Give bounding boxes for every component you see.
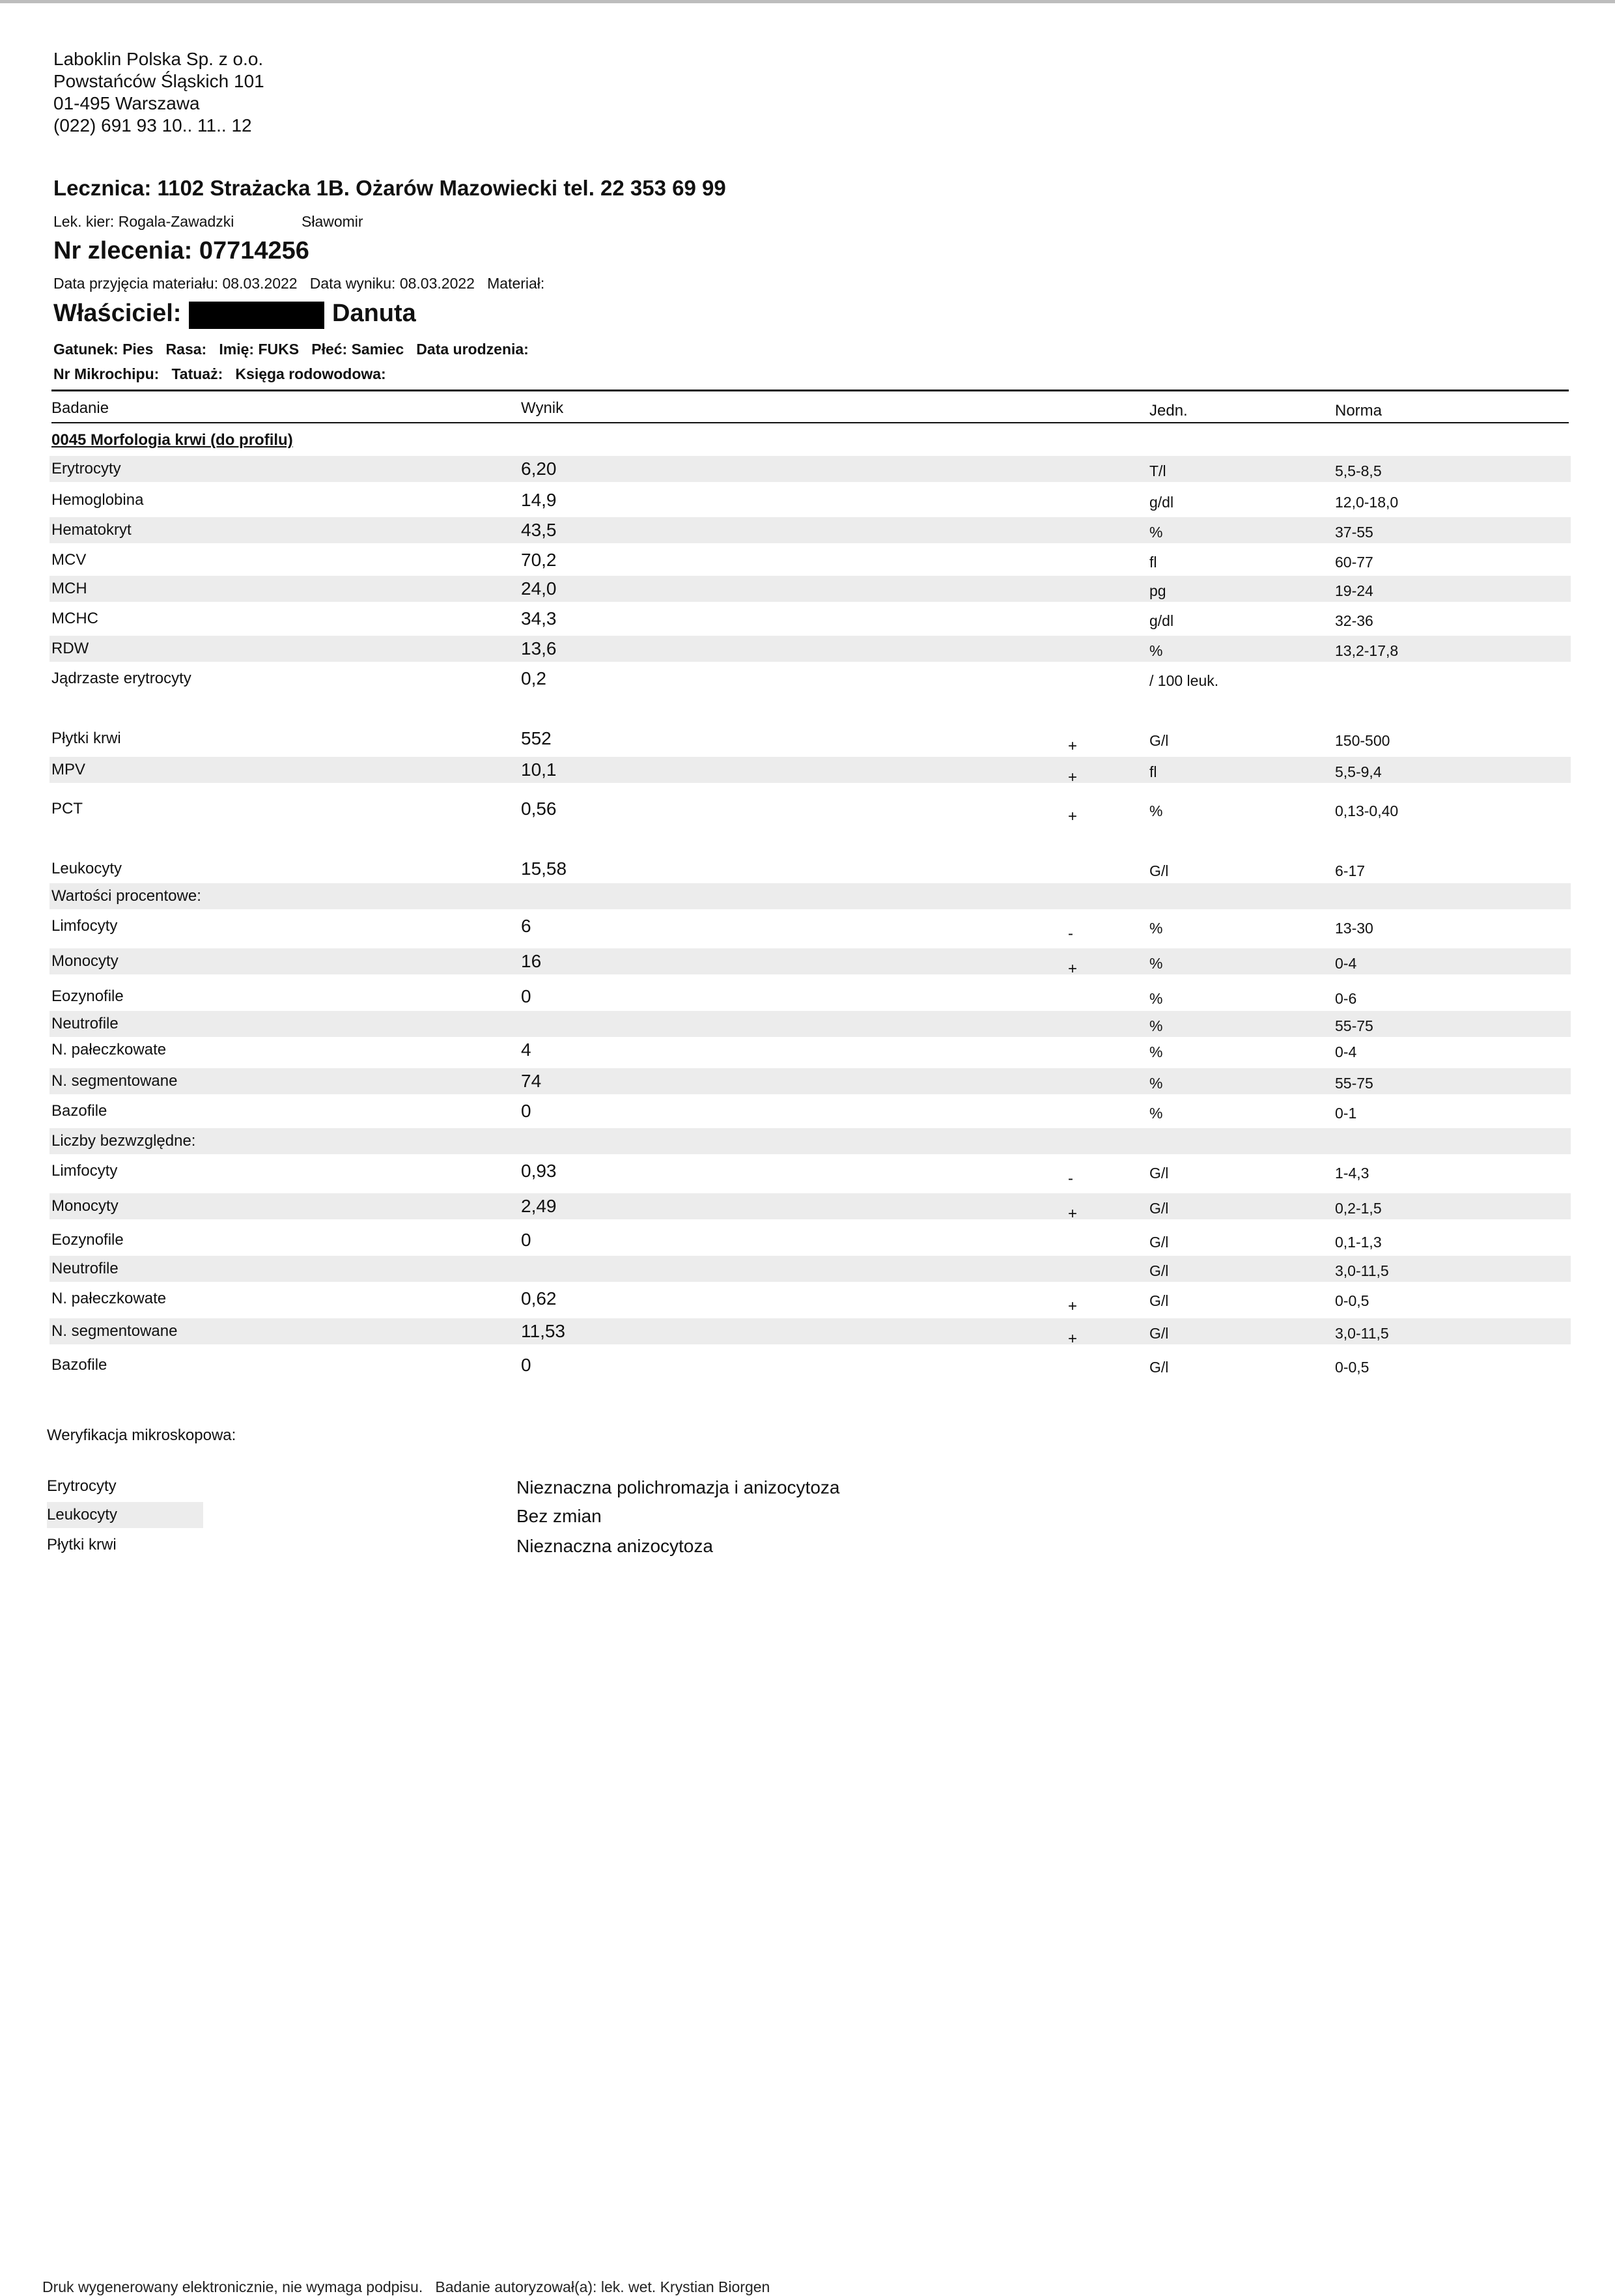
table-row xyxy=(0,757,1615,786)
row-norm: 5,5-8,5 xyxy=(1335,462,1382,479)
row-flag: + xyxy=(1068,737,1078,755)
row-result-value: 16 xyxy=(521,951,542,971)
micro-item-name: Erytrocyty xyxy=(47,1477,117,1495)
row-test-name: MCH xyxy=(51,580,87,597)
micro-row xyxy=(0,1473,1615,1502)
row-norm: 3,0-11,5 xyxy=(1335,1325,1389,1342)
header-top-rule xyxy=(51,390,1569,391)
row-norm: 13,2-17,8 xyxy=(1335,642,1399,659)
row-norm: 60-77 xyxy=(1335,554,1373,571)
lab-name: Laboklin Polska Sp. z o.o. xyxy=(53,49,264,69)
row-unit: G/l xyxy=(1149,1200,1169,1217)
row-result-value: 70,2 xyxy=(521,550,557,570)
header-bottom-rule xyxy=(51,422,1569,423)
row-test-name: N. pałeczkowate xyxy=(51,1290,167,1307)
row-norm: 12,0-18,0 xyxy=(1335,494,1399,511)
row-result-value: 0,62 xyxy=(521,1288,557,1309)
order-dates: Data przyjęcia materiału: 08.03.2022 Data wyniku: 08.03.2022 Materiał: xyxy=(53,275,545,292)
col-header-norm: Norma xyxy=(1335,402,1383,419)
table-row xyxy=(0,726,1615,754)
table-row xyxy=(0,1158,1615,1187)
col-header-result: Wynik xyxy=(521,399,564,417)
table-row xyxy=(0,856,1615,885)
row-norm: 0-6 xyxy=(1335,990,1357,1007)
micro-row xyxy=(0,1532,1615,1561)
table-row xyxy=(0,456,1615,485)
patient-line-2: Nr Mikrochipu: Tatuaż: Księga rodowodowa: xyxy=(53,365,386,382)
row-flag: - xyxy=(1068,925,1073,942)
row-norm: 5,5-9,4 xyxy=(1335,763,1382,780)
row-norm: 0-1 xyxy=(1335,1105,1357,1122)
row-test-name: Wartości procentowe: xyxy=(51,887,201,905)
row-unit: G/l xyxy=(1149,1292,1169,1309)
row-unit: G/l xyxy=(1149,1165,1169,1182)
row-result-value: 14,9 xyxy=(521,490,557,510)
row-result-value: 10,1 xyxy=(521,759,557,780)
scan-top-edge xyxy=(0,0,1615,3)
row-unit: G/l xyxy=(1149,1359,1169,1376)
row-test-name: MCV xyxy=(51,551,87,569)
owner-label: Właściciel: xyxy=(53,300,182,327)
row-test-name: MCHC xyxy=(51,610,98,627)
row-result-value: 0,56 xyxy=(521,799,557,819)
row-result-value: 0 xyxy=(521,1230,531,1250)
row-norm: 55-75 xyxy=(1335,1017,1373,1034)
row-test-name: MPV xyxy=(51,761,86,778)
row-unit: % xyxy=(1149,1017,1163,1034)
row-unit: % xyxy=(1149,920,1163,937)
col-header-unit: Jedn. xyxy=(1149,402,1188,419)
row-result-value: 0,2 xyxy=(521,668,546,688)
row-test-name: Limfocyty xyxy=(51,917,118,935)
row-norm: 0-4 xyxy=(1335,955,1357,972)
patient-line-1: Gatunek: Pies Rasa: Imię: FUKS Płeć: Samiec Data urodzenia: xyxy=(53,341,529,358)
row-norm: 0-4 xyxy=(1335,1043,1357,1060)
row-unit: pg xyxy=(1149,582,1166,599)
row-result-value: 6 xyxy=(521,916,531,936)
lab-city: 01-495 Warszawa xyxy=(53,93,200,113)
row-result-value: 43,5 xyxy=(521,520,557,540)
row-norm: 6-17 xyxy=(1335,862,1366,879)
row-flag: + xyxy=(1068,1330,1078,1348)
table-row xyxy=(0,606,1615,634)
owner-name: Danuta xyxy=(332,300,416,327)
row-norm: 37-55 xyxy=(1335,524,1373,541)
micro-item-name: Płytki krwi xyxy=(47,1536,117,1553)
row-test-name: Liczby bezwzględne: xyxy=(51,1132,196,1150)
row-result-value: 13,6 xyxy=(521,638,557,659)
row-norm: 0,1-1,3 xyxy=(1335,1234,1382,1251)
row-result-value: 0 xyxy=(521,1355,531,1375)
row-test-name: Neutrofile xyxy=(51,1015,119,1032)
table-row xyxy=(0,547,1615,576)
micro-item-value: Bez zmian xyxy=(516,1506,602,1526)
row-test-name: Bazofile xyxy=(51,1102,107,1120)
row-unit: % xyxy=(1149,990,1163,1007)
table-row xyxy=(0,796,1615,825)
lab-phone: (022) 691 93 10.. 11.. 12 xyxy=(53,115,252,135)
row-test-name: Limfocyty xyxy=(51,1162,118,1180)
table-row xyxy=(0,1037,1615,1066)
row-result-value: 552 xyxy=(521,728,552,748)
micro-title: Weryfikacja mikroskopowa: xyxy=(47,1426,236,1444)
row-unit: g/dl xyxy=(1149,612,1174,629)
section-title: 0045 Morfologia krwi (do profilu) xyxy=(51,431,293,449)
table-row xyxy=(0,948,1615,977)
table-row xyxy=(0,1193,1615,1222)
row-flag: - xyxy=(1068,1170,1073,1187)
table-row xyxy=(0,666,1615,694)
row-test-name: Hemoglobina xyxy=(51,491,144,509)
row-shading xyxy=(49,1128,1571,1154)
table-row xyxy=(0,1011,1615,1040)
row-norm: 0,2-1,5 xyxy=(1335,1200,1382,1217)
row-test-name: RDW xyxy=(51,640,89,657)
row-unit: fl xyxy=(1149,554,1157,571)
micro-item-value: Nieznaczna polichromazja i anizocytoza xyxy=(516,1477,840,1497)
row-flag: + xyxy=(1068,808,1078,825)
row-test-name: Eozynofile xyxy=(51,987,124,1005)
table-row xyxy=(0,1256,1615,1284)
row-flag: + xyxy=(1068,960,1078,978)
row-test-name: Monocyty xyxy=(51,952,119,970)
table-row xyxy=(0,984,1615,1012)
micro-item-value: Nieznaczna anizocytoza xyxy=(516,1536,713,1556)
row-unit: fl xyxy=(1149,763,1157,780)
row-test-name: Bazofile xyxy=(51,1356,107,1374)
col-header-test: Badanie xyxy=(51,399,109,417)
row-norm: 0,13-0,40 xyxy=(1335,802,1399,819)
row-norm: 0-0,5 xyxy=(1335,1292,1369,1309)
row-flag: + xyxy=(1068,1205,1078,1223)
row-result-value: 6,20 xyxy=(521,459,557,479)
redacted-owner-surname xyxy=(189,302,324,329)
row-unit: T/l xyxy=(1149,462,1166,479)
row-result-value: 24,0 xyxy=(521,578,557,599)
order-number: Nr zlecenia: 07714256 xyxy=(53,237,309,264)
table-row xyxy=(0,576,1615,604)
table-row xyxy=(0,1098,1615,1127)
row-test-name: Jądrzaste erytrocyty xyxy=(51,670,191,687)
table-row xyxy=(0,1318,1615,1347)
row-result-value: 0 xyxy=(521,1101,531,1121)
row-result-value: 4 xyxy=(521,1040,531,1060)
row-unit: G/l xyxy=(1149,862,1169,879)
row-norm: 13-30 xyxy=(1335,920,1373,937)
table-row xyxy=(0,913,1615,942)
row-result-value: 2,49 xyxy=(521,1196,557,1216)
row-flag: + xyxy=(1068,769,1078,786)
row-test-name: PCT xyxy=(51,800,83,817)
row-test-name: N. segmentowane xyxy=(51,1322,178,1340)
row-test-name: Eozynofile xyxy=(51,1231,124,1249)
table-row xyxy=(0,1286,1615,1314)
lab-street: Powstańców Śląskich 101 xyxy=(53,71,264,91)
row-unit: % xyxy=(1149,1075,1163,1092)
row-unit: % xyxy=(1149,955,1163,972)
row-unit: G/l xyxy=(1149,1325,1169,1342)
row-result-value: 11,53 xyxy=(521,1321,565,1341)
row-test-name: Monocyty xyxy=(51,1197,119,1215)
table-row xyxy=(0,1352,1615,1381)
micro-row xyxy=(0,1502,1615,1531)
doctor-label: Lek. kier: Rogala-Zawadzki xyxy=(53,213,234,230)
row-unit: % xyxy=(1149,1105,1163,1122)
row-unit: % xyxy=(1149,642,1163,659)
row-test-name: N. pałeczkowate xyxy=(51,1041,167,1058)
doctor-first-name: Sławomir xyxy=(302,213,363,230)
row-test-name: Neutrofile xyxy=(51,1260,119,1277)
row-unit: % xyxy=(1149,802,1163,819)
row-result-value: 0 xyxy=(521,986,531,1006)
row-unit: % xyxy=(1149,524,1163,541)
table-row xyxy=(0,1068,1615,1097)
row-unit: / 100 leuk. xyxy=(1149,672,1219,689)
footer-note: Druk wygenerowany elektronicznie, nie wymaga podpisu. Badanie autoryzował(a): lek. wet. Krystian Biorgen xyxy=(42,2278,770,2295)
row-norm: 0-0,5 xyxy=(1335,1359,1369,1376)
row-unit: % xyxy=(1149,1043,1163,1060)
clinic-line: Lecznica: 1102 Strażacka 1B. Ożarów Mazowiecki tel. 22 353 69 99 xyxy=(53,176,726,200)
table-row xyxy=(0,487,1615,516)
row-flag: + xyxy=(1068,1297,1078,1315)
table-row xyxy=(0,1128,1615,1157)
table-row xyxy=(0,1227,1615,1256)
row-unit: g/dl xyxy=(1149,494,1174,511)
row-result-value: 15,58 xyxy=(521,858,567,879)
row-test-name: Hematokryt xyxy=(51,521,132,539)
table-row xyxy=(0,636,1615,664)
row-result-value: 74 xyxy=(521,1071,542,1091)
row-norm: 1-4,3 xyxy=(1335,1165,1369,1182)
row-norm: 3,0-11,5 xyxy=(1335,1262,1389,1279)
row-result-value: 34,3 xyxy=(521,608,557,629)
row-norm: 19-24 xyxy=(1335,582,1373,599)
row-unit: G/l xyxy=(1149,1234,1169,1251)
table-row xyxy=(0,517,1615,546)
row-unit: G/l xyxy=(1149,732,1169,749)
row-test-name: Erytrocyty xyxy=(51,460,121,477)
row-shading xyxy=(49,883,1571,909)
row-test-name: Leukocyty xyxy=(51,860,122,877)
row-test-name: N. segmentowane xyxy=(51,1072,178,1090)
row-norm: 32-36 xyxy=(1335,612,1373,629)
row-norm: 150-500 xyxy=(1335,732,1390,749)
micro-item-name: Leukocyty xyxy=(47,1506,118,1524)
row-norm: 55-75 xyxy=(1335,1075,1373,1092)
table-row xyxy=(0,883,1615,912)
row-result-value: 0,93 xyxy=(521,1161,557,1181)
row-test-name: Płytki krwi xyxy=(51,730,121,747)
row-unit: G/l xyxy=(1149,1262,1169,1279)
